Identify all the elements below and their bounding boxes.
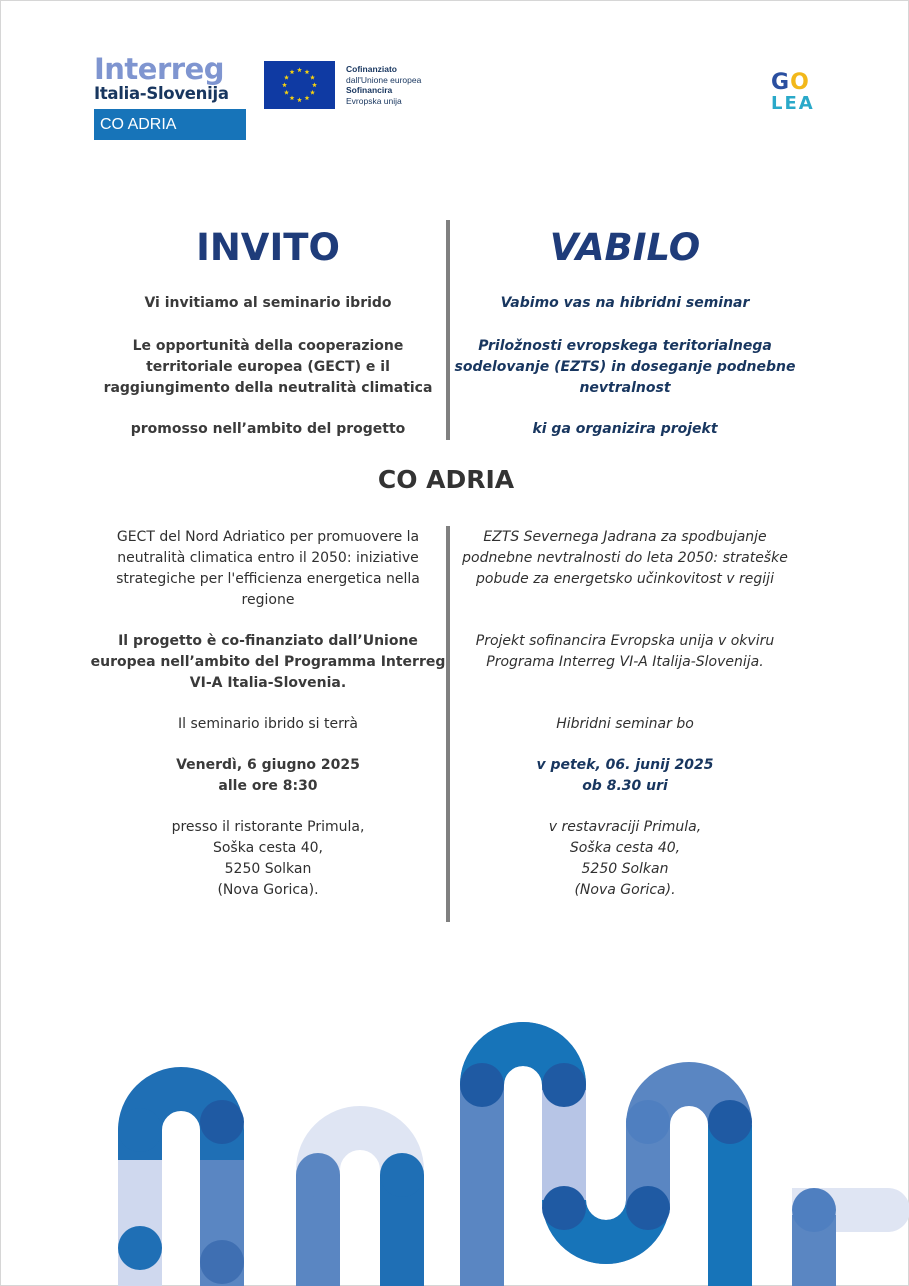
lower-divider: [446, 526, 450, 922]
slovenian-details: [452, 527, 798, 901]
italian-fund-line-1: Il progetto è co-finanziato dall’Unione: [118, 633, 418, 649]
golea-g: G: [771, 70, 791, 95]
slovenian-topic-line-2: sodelovanje (EZTS) in doseganje podnebne: [454, 359, 796, 375]
eu-line-1: Cofinanziato: [346, 64, 397, 74]
interreg-wordmark: Interreg: [94, 52, 224, 86]
italian-venue-line-3: 5250 Solkan: [224, 861, 312, 877]
golea-lea: LEA: [771, 93, 815, 114]
eu-cofunding-text: [346, 64, 421, 106]
italian-fund-line-3: VI-A Italia-Slovenia.: [189, 675, 347, 691]
italian-held: Il seminario ibrido si terrà: [178, 716, 358, 732]
interreg-program-name: Italia-Slovenija: [94, 84, 229, 103]
slovenian-venue-line-1: v restavraciji Primula,: [548, 819, 702, 835]
italian-desc-line-4: regione: [241, 592, 295, 608]
eu-flag-icon: [264, 61, 335, 109]
italian-desc-line-3: strategiche per l'efficienza energetica nella: [116, 571, 420, 587]
slovenian-venue-line-2: Soška cesta 40,: [569, 840, 681, 856]
slovenian-invite: Vabimo vas na hibridni seminar: [500, 295, 750, 311]
slovenian-venue-line-4: (Nova Gorica).: [574, 882, 676, 898]
slovenian-intro: [452, 222, 798, 440]
project-name: CO ADRIA: [377, 465, 515, 494]
golea-go: [771, 72, 821, 94]
italian-time: alle ore 8:30: [218, 778, 318, 794]
slovenian-time: ob 8.30 uri: [582, 778, 668, 794]
slovenian-desc-line-2: podnebne nevtralnosti do leta 2050: strateške: [462, 550, 788, 566]
italian-venue-line-4: (Nova Gorica).: [217, 882, 319, 898]
eu-line-3: Sofinancira: [346, 85, 393, 95]
italian-fund-line-2: europea nell’ambito del Programma Interreg: [90, 654, 446, 670]
italian-title: INVITO: [196, 226, 340, 269]
slovenian-desc-line-1: EZTS Severnega Jadrana za spodbujanje: [483, 529, 767, 545]
slovenian-held: Hibridni seminar bo: [556, 716, 694, 732]
italian-venue-line-1: presso il ristorante Primula,: [171, 819, 365, 835]
co-adria-tag: CO ADRIA: [94, 109, 246, 140]
slovenian-date: v petek, 06. junij 2025: [536, 757, 714, 773]
upper-divider: [446, 220, 450, 440]
slovenian-topic-line-1: Priložnosti evropskega teritorialnega: [478, 338, 772, 354]
slovenian-venue-line-3: 5250 Solkan: [581, 861, 669, 877]
italian-topic-line-1: Le opportunità della cooperazione: [132, 338, 404, 354]
italian-desc-line-2: neutralità climatica entro il 2050: iniziative: [117, 550, 419, 566]
italian-details: [90, 527, 446, 901]
italian-promoted: promosso nell’ambito del progetto: [130, 421, 406, 437]
interreg-logo: [94, 54, 250, 140]
italian-desc-line-1: GECT del Nord Adriatico per promuovere la: [116, 529, 420, 545]
italian-intro: [90, 222, 446, 440]
italian-topic-line-2: territoriale europea (GECT) e il: [146, 359, 390, 375]
italian-date: Venerdì, 6 giugno 2025: [176, 757, 360, 773]
eu-line-4: Evropska unija: [346, 95, 402, 106]
golea-o: O: [790, 70, 810, 95]
decorative-wave-graphic: [0, 1010, 909, 1286]
slovenian-topic-line-3: nevtralnost: [579, 380, 671, 396]
slovenian-title: VABILO: [549, 226, 701, 269]
slovenian-desc-line-3: pobude za energetsko učinkovitost v regiji: [476, 571, 774, 587]
slovenian-organized: ki ga organizira projekt: [532, 421, 718, 437]
eu-line-2: dall'Unione europea: [346, 74, 422, 85]
slovenian-fund-line-1: Projekt sofinancira Evropska unija v okviru: [475, 633, 775, 649]
italian-invite: Vi invitiamo al seminario ibrido: [144, 295, 392, 311]
golea-logo: [771, 72, 821, 114]
italian-venue-line-2: Soška cesta 40,: [212, 840, 324, 856]
slovenian-fund-line-2: Programa Interreg VI-A Italija-Slovenija.: [486, 654, 764, 670]
italian-topic-line-3: raggiungimento della neutralità climatica: [103, 380, 433, 396]
